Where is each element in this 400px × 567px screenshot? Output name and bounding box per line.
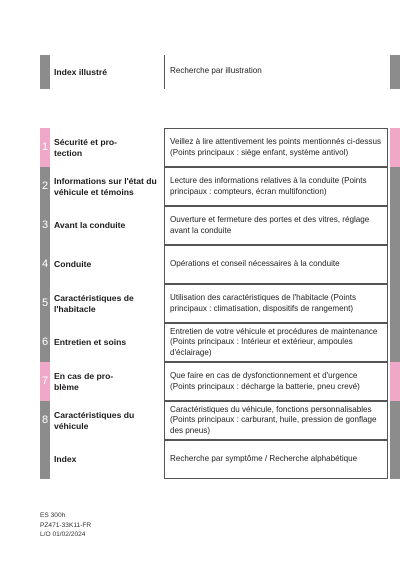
footer — [40, 511, 91, 540]
index-tab — [390, 440, 400, 479]
chapter-row-1[interactable] — [40, 128, 381, 167]
index-illustre-title: Index illustré — [54, 66, 108, 77]
footer-date: L/O 01/02/2024 — [40, 531, 86, 539]
row-marker — [40, 440, 50, 479]
chapter-row-4[interactable] — [40, 245, 381, 284]
chapter-title: Avant la conduite — [54, 220, 126, 231]
chapter-row-6[interactable] — [40, 323, 381, 362]
chapter-number: 7 — [40, 362, 50, 401]
chapter-number: 6 — [40, 323, 50, 362]
chapter-row-8[interactable] — [40, 401, 381, 440]
index-row[interactable] — [40, 440, 381, 479]
chapter-tab — [390, 245, 400, 284]
chapter-description: Veillez à lire attentivement les points mentionnés ci-dessus (Points principaux : siège enfant, système antivol) — [164, 128, 388, 167]
index-description: Recherche par symptôme / Recherche alphabétique — [164, 440, 388, 479]
chapter-description: Lecture des informations relatives à la conduite (Points principaux : compteurs, écran multifonction) — [164, 167, 388, 206]
chapter-tab — [390, 362, 400, 401]
chapter-title: Entretien et soins — [54, 337, 127, 348]
index-illustre-row[interactable] — [40, 55, 381, 89]
footer-model: ES 300h — [40, 512, 66, 519]
chapter-description: Entretien de votre véhicule et procédures de maintenance (Points principaux : Intérieur et extérieur, ampoules d'éclairage) — [164, 323, 388, 362]
chapter-tab — [390, 167, 400, 206]
chapter-description: Caractéristiques du véhicule, fonctions personnalisables (Points principaux : carburant, huile, pression de gonflage des pneus) — [164, 401, 388, 440]
chapter-number: 8 — [40, 401, 50, 440]
chapter-number: 5 — [40, 284, 50, 323]
chapter-title: En cas de pro- blème — [54, 371, 114, 392]
chapter-description: Ouverture et fermeture des portes et des vitres, réglage avant la conduite — [164, 206, 388, 245]
chapter-number: 3 — [40, 206, 50, 245]
footer-code: PZ471-33K11-FR — [40, 521, 92, 529]
index-illustre-description: Recherche par illustration — [164, 55, 388, 89]
chapter-title: Caractéristiques de l'habitacle — [54, 293, 134, 314]
chapter-number: 1 — [40, 128, 50, 167]
chapter-row-3[interactable] — [40, 206, 381, 245]
chapter-row-7[interactable] — [40, 362, 381, 401]
chapter-number: 4 — [40, 245, 50, 284]
chapter-description: Que faire en cas de dysfonctionnement et d'urgence (Points principaux : décharge la batterie, pneu crevé) — [164, 362, 388, 401]
chapter-tab — [390, 401, 400, 440]
chapter-row-5[interactable] — [40, 284, 381, 323]
chapter-title: Informations sur l'état du véhicule et témoins — [54, 176, 157, 197]
chapter-title: Sécurité et pro- tection — [54, 137, 118, 158]
chapter-row-2[interactable] — [40, 167, 381, 206]
chapter-description: Opérations et conseil nécessaires à la conduite — [164, 245, 388, 284]
row-marker — [40, 55, 50, 89]
chapter-title: Conduite — [54, 259, 92, 270]
chapter-tab — [390, 323, 400, 362]
chapter-number: 2 — [40, 167, 50, 206]
chapter-tab — [390, 284, 400, 323]
index-title: Index — [54, 454, 77, 465]
index-illustre-tab — [390, 55, 400, 89]
chapter-description: Utilisation des caractéristiques de l'habitacle (Points principaux : climatisation, dispositifs de rangement) — [164, 284, 388, 323]
chapter-tab — [390, 128, 400, 167]
chapter-title: Caractéristiques du véhicule — [54, 410, 135, 431]
chapter-tab — [390, 206, 400, 245]
